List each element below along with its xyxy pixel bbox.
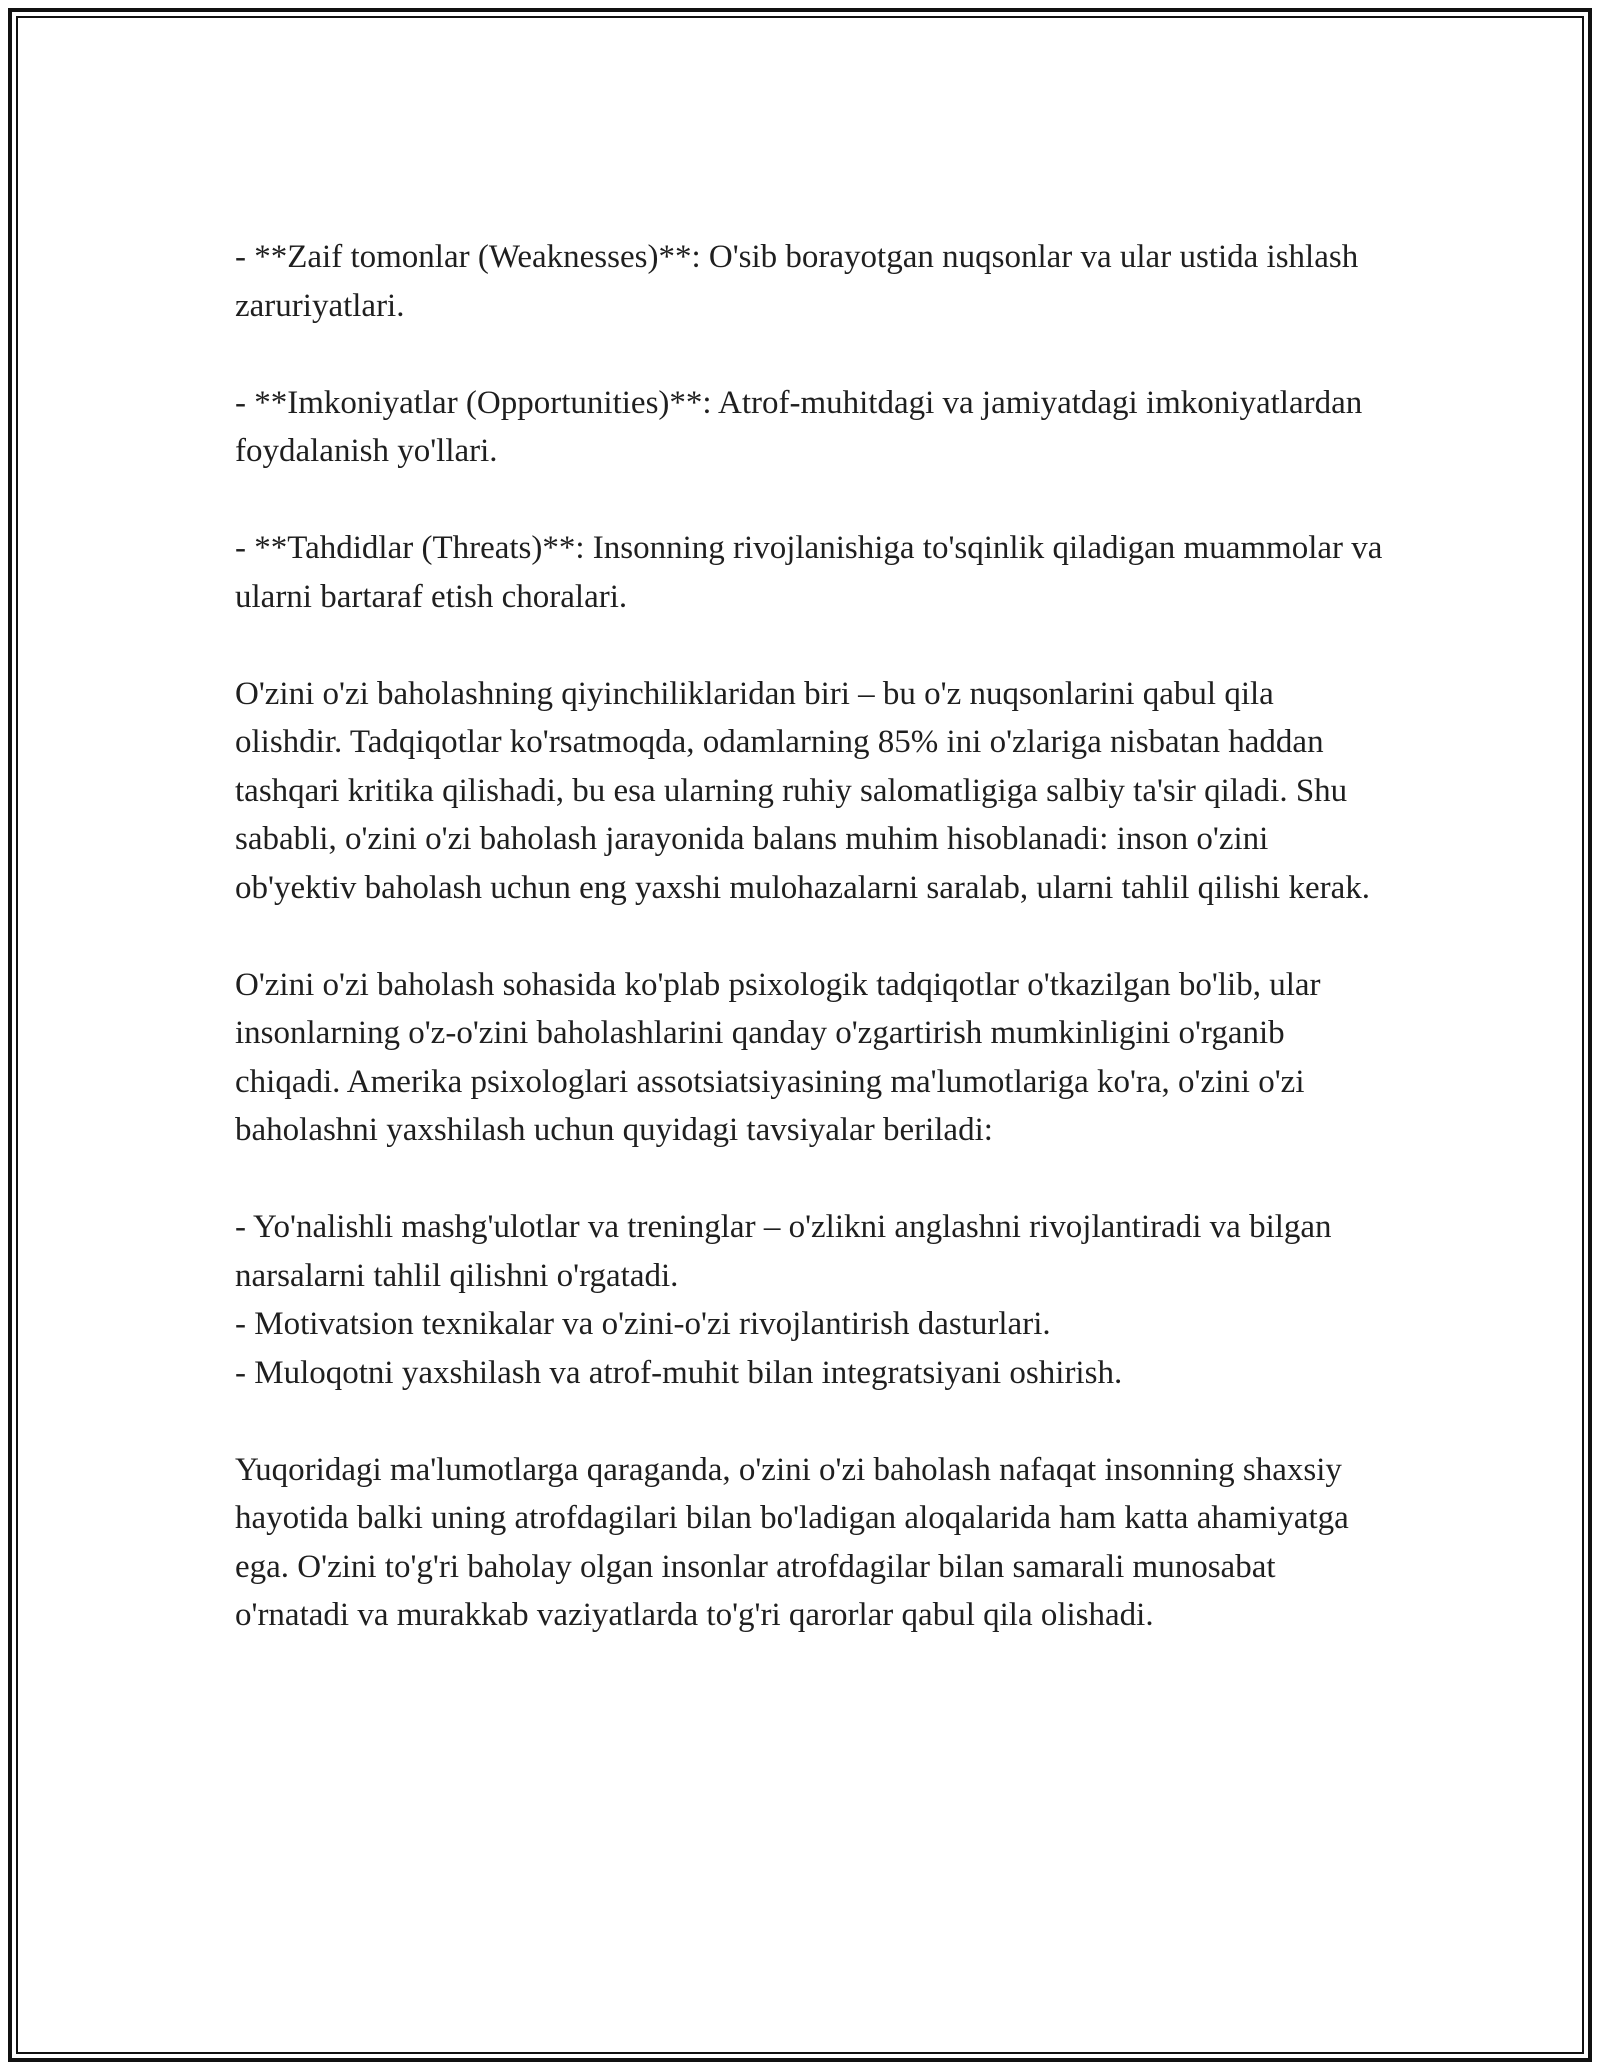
body-paragraph: O'zini o'zi baholashning qiyinchiliklaridan biri – bu o'z nuqsonlarini qabul qila olishdir. Tadqiqotlar ko'rsatmoqda, odamlarning 85% ini o'zlariga nisbatan haddan tashqari kritika qilishadi, bu esa ularning ruhiy salomatligiga salbiy ta'sir qiladi. Shu sababli, o'zini o'zi baholash jarayonida balans muhim hisoblanadi: inson o'zini ob'yektiv baholash uchun eng yaxshi mulohazalarni saralab, ularni tahlil qilishi kerak.	[235, 675, 1370, 906]
list-item: - Muloqotni yaxshilash va atrof-muhit bilan integratsiyani oshirish.	[235, 1354, 1123, 1391]
recommendations-list	[235, 1203, 1385, 1397]
swot-item-weaknesses: - **Zaif tomonlar (Weaknesses)**: O'sib borayotgan nuqsonlar va ular ustida ishlash zaruriyatlari.	[235, 239, 1367, 324]
swot-item-opportunities: - **Imkoniyatlar (Opportunities)**: Atrof-muhitdagi va jamiyatdagi imkoniyatlardan foydalanish yo'llari.	[235, 384, 1371, 469]
body-paragraph: Yuqoridagi ma'lumotlarga qaraganda, o'zini o'zi baholash nafaqat insonning shaxsiy hayotida balki uning atrofdagilari bilan bo'ladigan aloqalarida ham katta ahamiyatga ega. O'zini to'g'ri baholay olgan insonlar atrofdagilar bilan samarali munosabat o'rnatadi va murakkab vaziyatlarda to'g'ri qarorlar qabul qila olishadi.	[235, 1451, 1358, 1633]
document-body	[235, 233, 1391, 1688]
body-paragraph: O'zini o'zi baholash sohasida ko'plab psixologik tadqiqotlar o'tkazilgan bo'lib, ular insonlarning o'z-o'zini baholashlarini qanday o'zgartirish mumkinligini o'rganib chiqadi. Amerika psixologlari assotsiatsiyasining ma'lumotlariga ko'ra, o'zini o'zi baholashni yaxshilash uchun quyidagi tavsiyalar beriladi:	[235, 966, 1329, 1148]
list-item: - Yo'nalishli mashg'ulotlar va treninglar – o'zlikni anglashni rivojlantiradi va bilgan narsalarni tahlil qilishni o'rgatadi.	[235, 1209, 1340, 1294]
list-item: - Motivatsion texnikalar va o'zini-o'zi rivojlantirish dasturlari.	[235, 1306, 1051, 1342]
swot-item-threats: - **Tahdidlar (Threats)**: Insonning rivojlanishiga to'sqinlik qiladigan muammolar va ularni bartaraf etish choralari.	[235, 530, 1391, 615]
